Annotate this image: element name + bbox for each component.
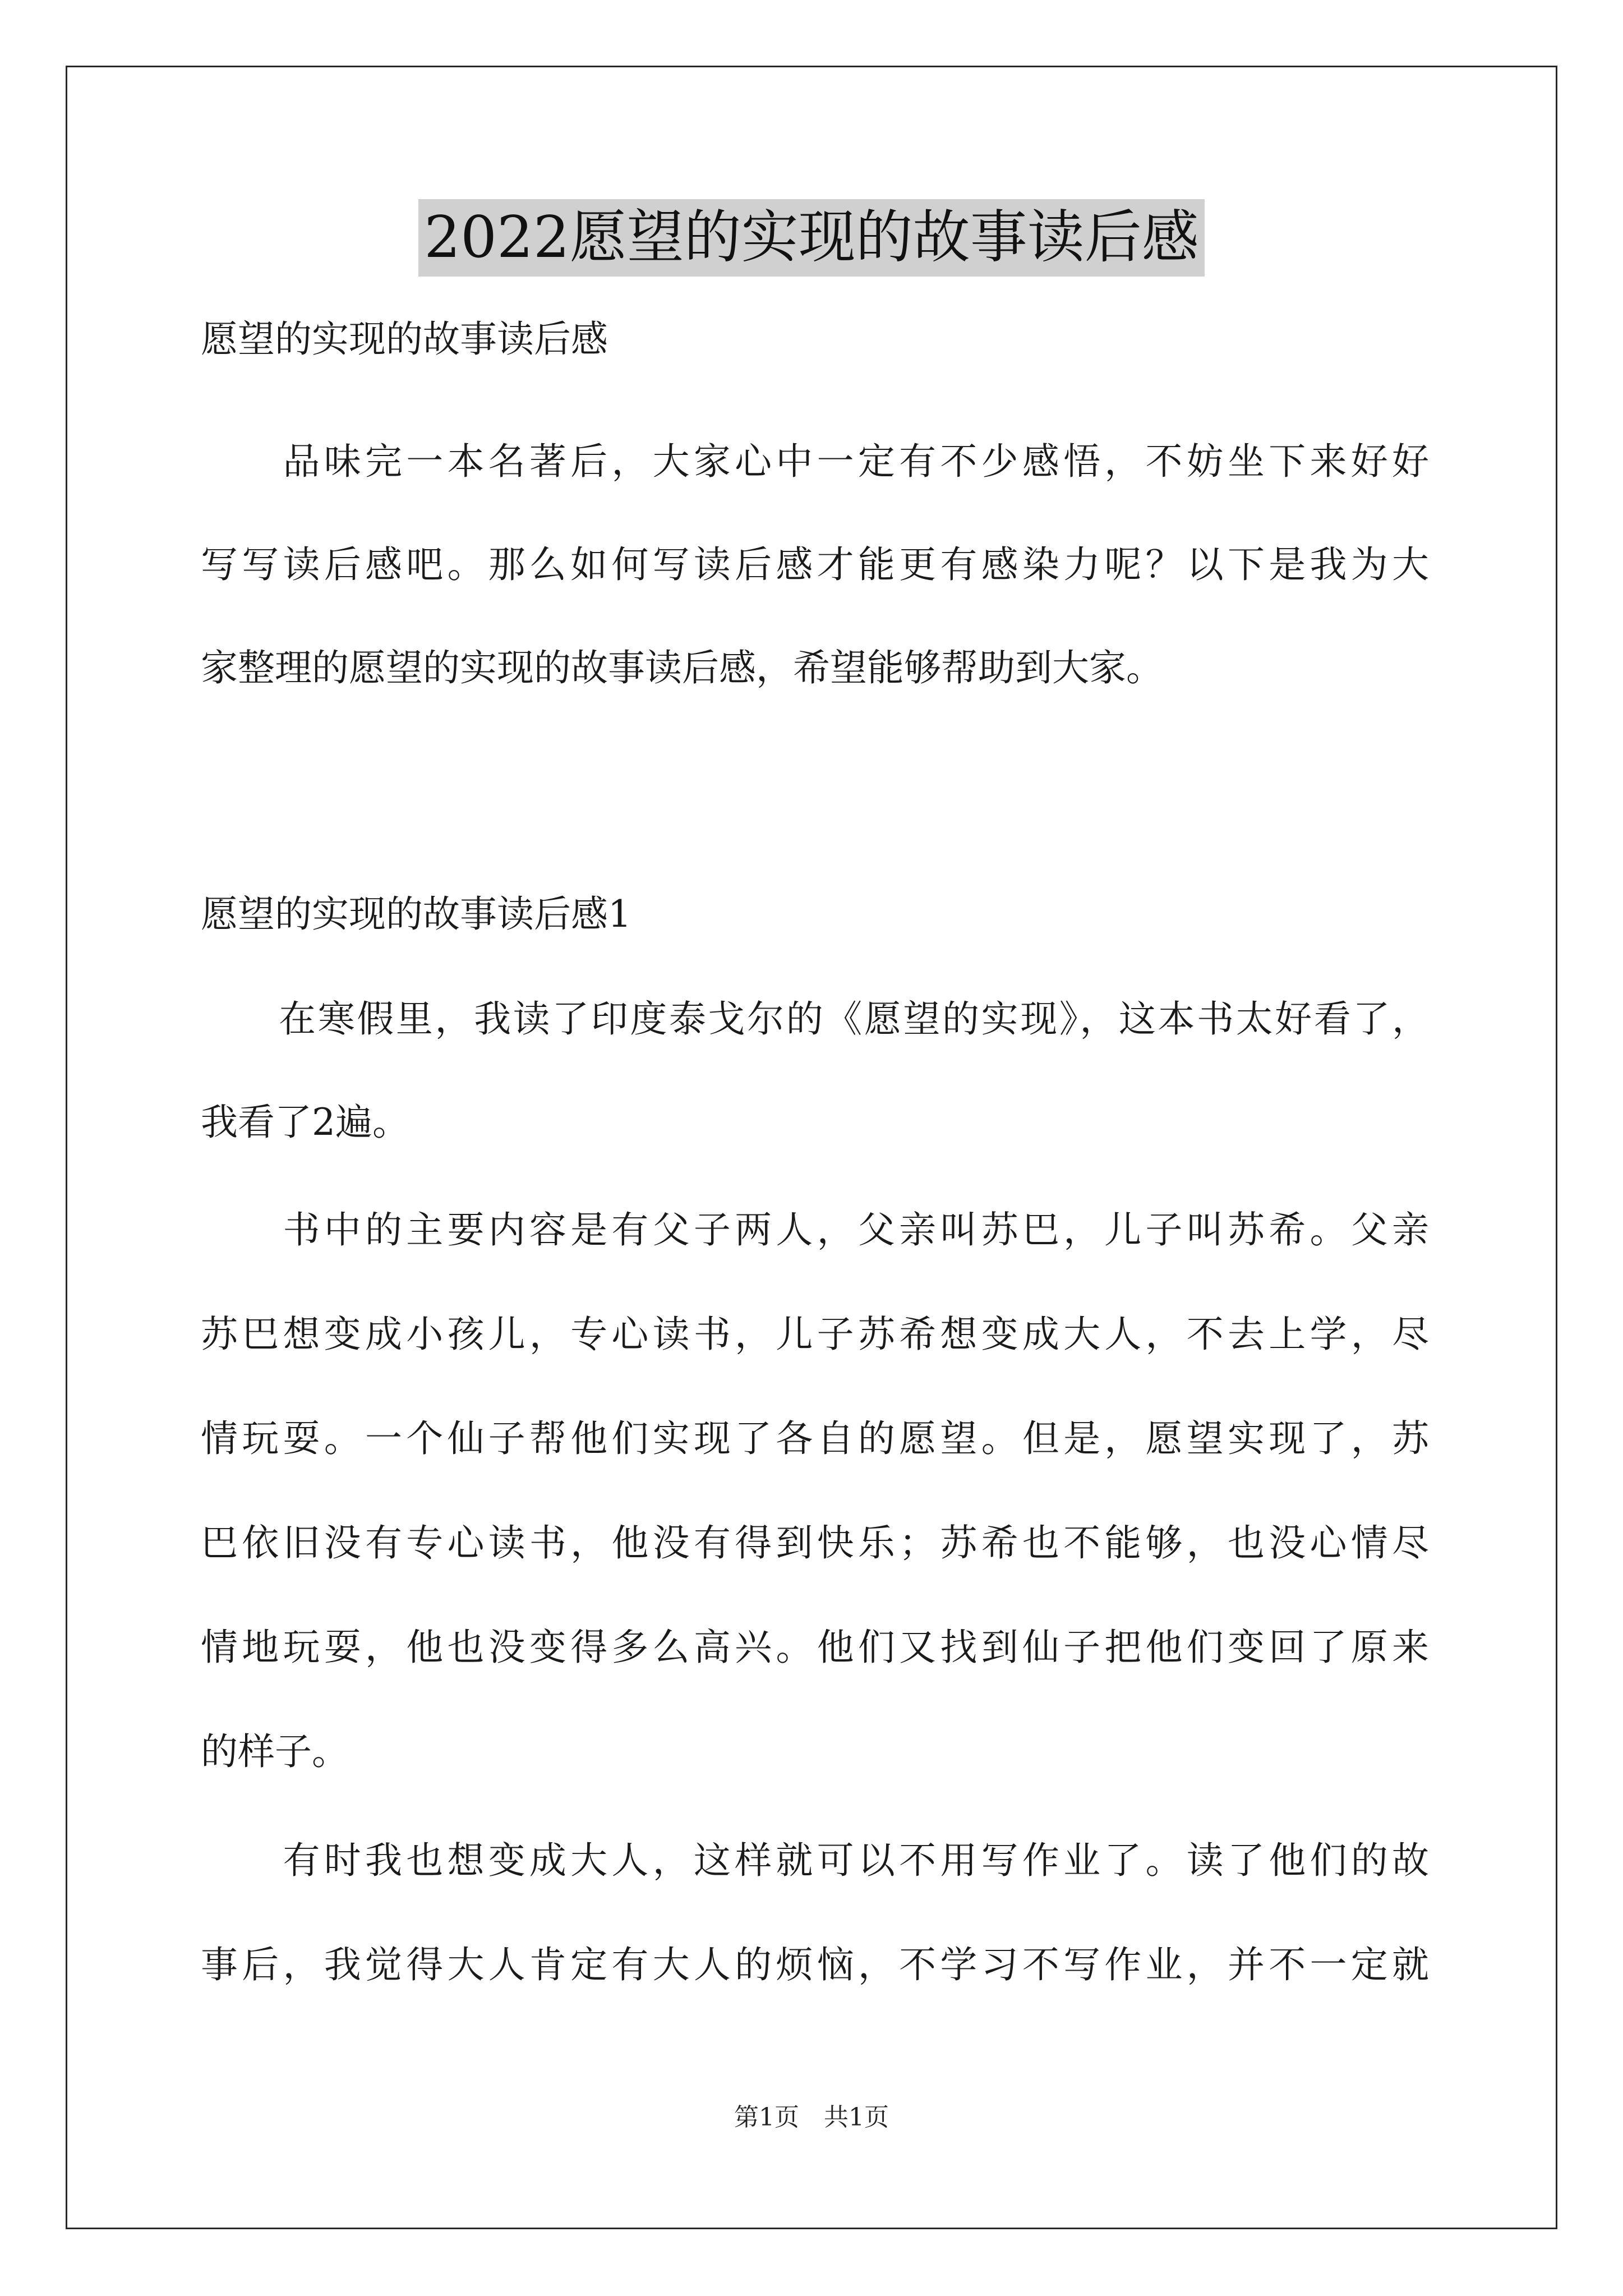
- paragraph-line: 书中的主要内容是有父子两人，父亲叫苏巴，儿子叫苏希。父亲: [201, 1208, 1429, 1251]
- paragraph-line: 情地玩耍，他也没变得多么高兴。他们又找到仙子把他们变回了原来: [201, 1626, 1429, 1669]
- document-subtitle: 愿望的实现的故事读后感: [201, 318, 608, 361]
- title-container: [0, 199, 1623, 277]
- paragraph-line: 巴依旧没有专心读书，他没有得到快乐；苏希也不能够，也没心情尽: [201, 1521, 1429, 1565]
- page-footer: 第1页 共1页: [734, 2103, 889, 2132]
- intro-line: 品味完一本名著后，大家心中一定有不少感悟，不妨坐下来好好: [201, 440, 1429, 483]
- paragraph-line: 情玩耍。一个仙子帮他们实现了各自的愿望。但是，愿望实现了，苏: [201, 1417, 1429, 1460]
- paragraph-line: 在寒假里，我读了印度泰戈尔的《愿望的实现》，这本书太好看了，: [201, 997, 1429, 1041]
- paragraph-line: 有时我也想变成大人，这样就可以不用写作业了。读了他们的故: [201, 1839, 1429, 1882]
- paragraph-line: 我看了2遍。: [201, 1101, 409, 1144]
- paragraph-line: 事后，我觉得大人肯定有大人的烦恼，不学习不写作业，并不一定就: [201, 1943, 1429, 1986]
- paragraph-line: 的样子。: [201, 1730, 349, 1773]
- paragraph-line: 苏巴想变成小孩儿，专心读书，儿子苏希想变成大人，不去上学，尽: [201, 1313, 1429, 1356]
- document-title: 2022愿望的实现的故事读后感: [418, 199, 1205, 277]
- intro-line: 家整理的愿望的实现的故事读后感，希望能够帮助到大家。: [201, 646, 1163, 689]
- intro-line: 写写读后感吧。那么如何写读后感才能更有感染力呢？以下是我为大: [201, 543, 1429, 586]
- section-heading: 愿望的实现的故事读后感1: [201, 892, 631, 936]
